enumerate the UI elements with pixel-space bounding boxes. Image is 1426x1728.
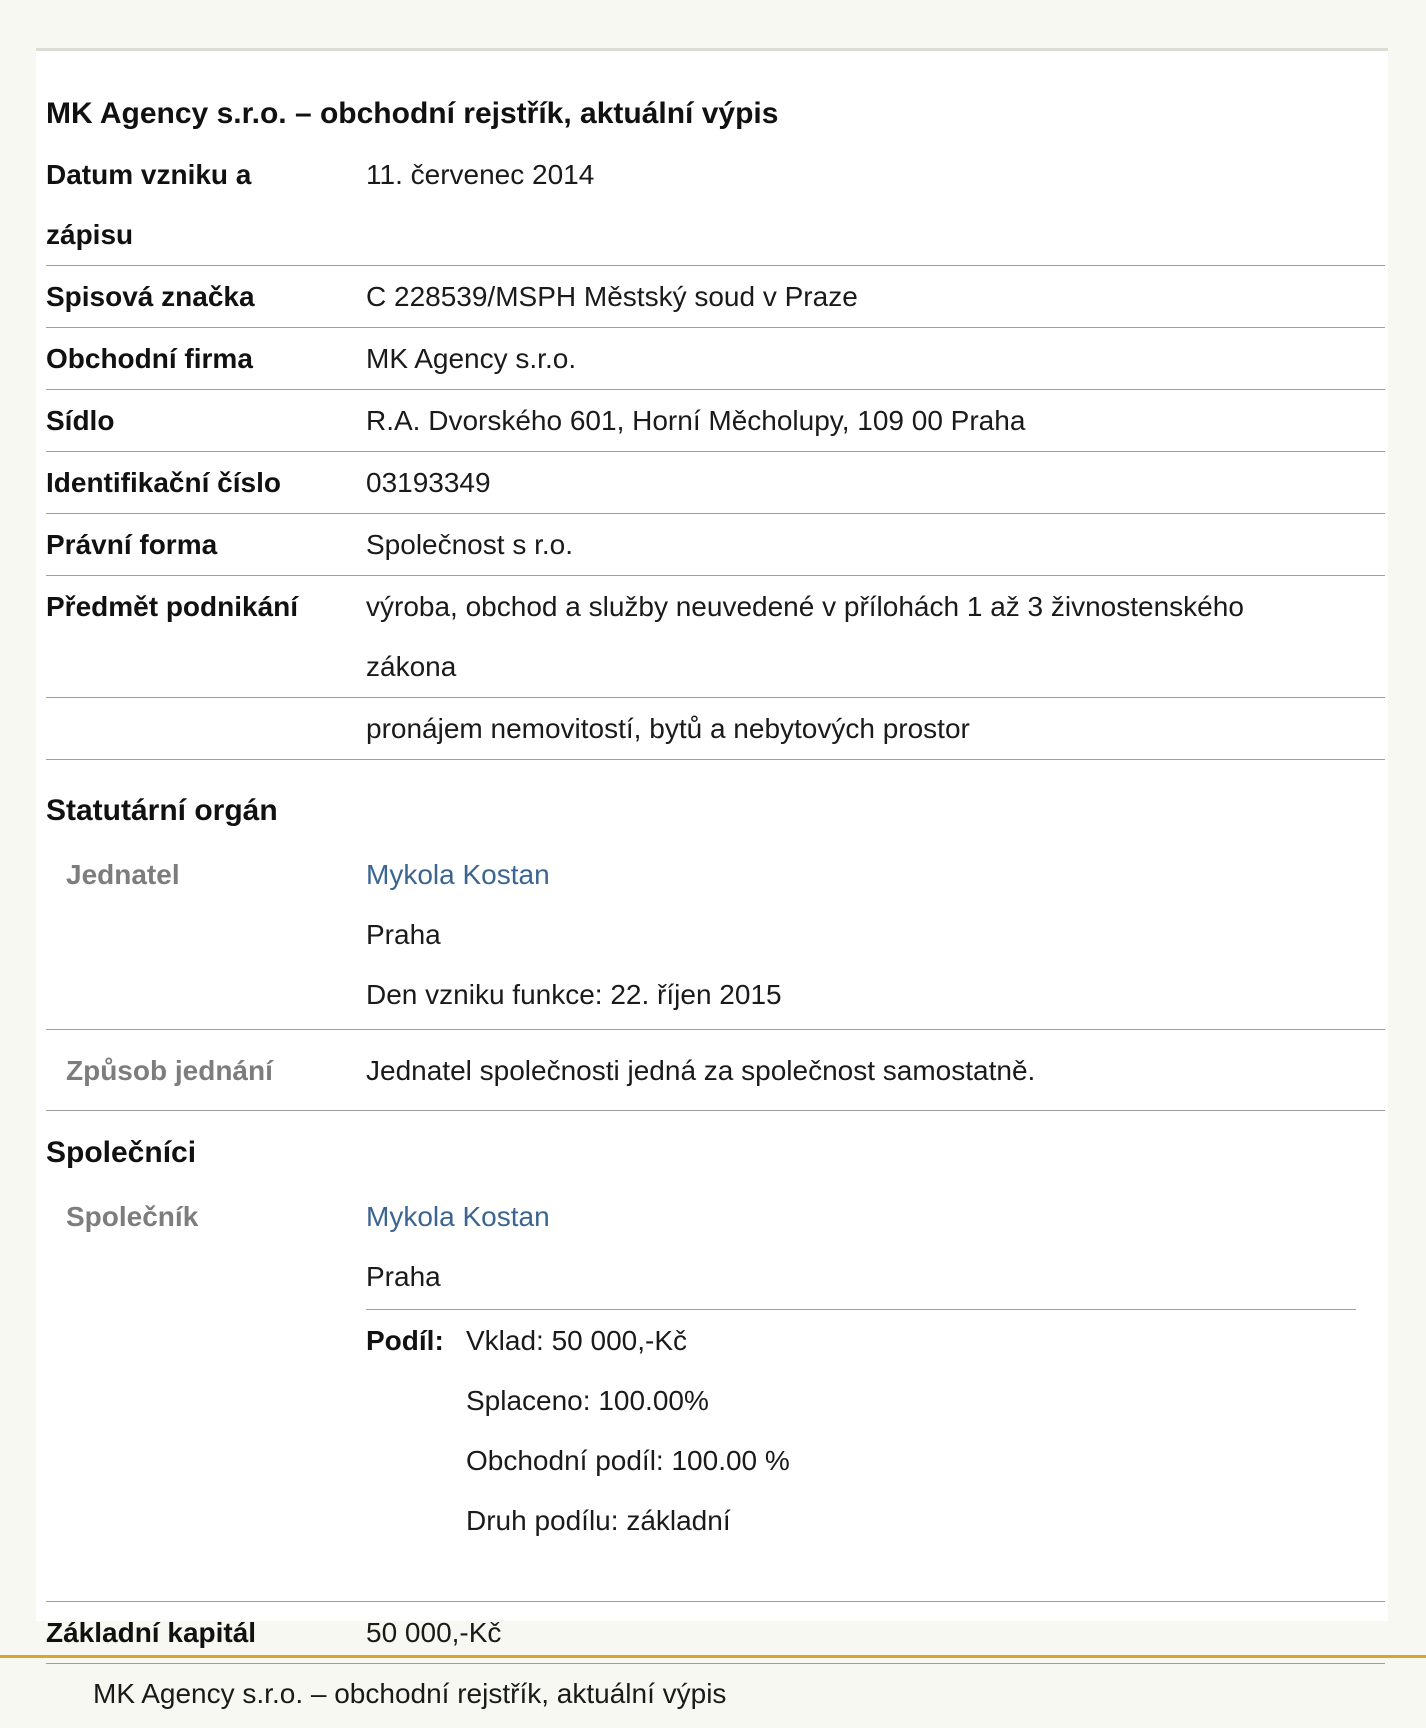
business-name-value: MK Agency s.r.o. (366, 343, 577, 374)
legal-form-label: Právní forma (46, 529, 218, 560)
seat-label: Sídlo (46, 405, 115, 436)
business-name-label: Obchodní firma (46, 343, 253, 374)
row-ico (46, 453, 1385, 514)
share-block (366, 1311, 1356, 1551)
executive-label: Jednatel (66, 859, 180, 890)
founding-date-label: Datum vzniku a zápisu (46, 159, 252, 250)
ico-label: Identifikační číslo (46, 467, 281, 498)
footer-divider (0, 1655, 1426, 1658)
manner-label: Způsob jednání (66, 1055, 273, 1086)
share-business-share: Obchodní podíl: 100.00 % (466, 1445, 790, 1476)
page-title: MK Agency s.r.o. – obchodní rejstřík, aktuální výpis (46, 97, 779, 130)
row-manner (46, 1031, 1385, 1111)
ico-value: 03193349 (366, 467, 491, 498)
business-subject-value: výroba, obchod a služby neuvedené v přílohách 1 až 3 živnostenského zákona (366, 591, 1244, 682)
seat-value: R.A. Dvorského 601, Horní Měcholupy, 109 00 Praha (366, 405, 1026, 436)
partner-city: Praha (366, 1261, 441, 1292)
executive-name-link[interactable]: Mykola Kostan (366, 859, 550, 890)
row-business-name (46, 329, 1385, 390)
share-label: Podíl: (366, 1325, 444, 1356)
row-legal-form (46, 515, 1385, 576)
row-executive (46, 845, 1385, 1030)
legal-form-value: Společnost s r.o. (366, 529, 574, 560)
manner-value: Jednatel společnosti jedná za společnost samostatně. (366, 1055, 1036, 1086)
business-subject-label: Předmět podnikání (46, 591, 299, 622)
business-subject-2-value: pronájem nemovitostí, bytů a nebytových prostor (366, 713, 970, 744)
file-number-label: Spisová značka (46, 281, 255, 312)
file-number-value: C 228539/MSPH Městský soud v Praze (366, 281, 858, 312)
footer-text: MK Agency s.r.o. – obchodní rejstřík, aktuální výpis (93, 1678, 727, 1709)
executive-city: Praha (366, 919, 441, 950)
registry-card (36, 51, 1388, 1648)
partners-heading: Společníci (46, 1136, 197, 1169)
row-seat (46, 391, 1385, 452)
partner-label: Společník (66, 1201, 199, 1232)
share-deposit: Vklad: 50 000,-Kč (466, 1325, 688, 1356)
partner-value (366, 1187, 1366, 1307)
share-type: Druh podílu: základní (466, 1505, 731, 1536)
executive-value (366, 845, 1366, 1025)
founding-date-value: 11. červenec 2014 (366, 159, 595, 190)
row-file-number (46, 267, 1385, 328)
share-items (466, 1311, 1346, 1551)
capital-label: Základní kapitál (46, 1617, 257, 1648)
row-business-subject-2 (46, 699, 1385, 760)
executive-function-start: Den vzniku funkce: 22. říjen 2015 (366, 979, 782, 1010)
row-business-subject (46, 577, 1385, 698)
capital-value: 50 000,-Kč (366, 1617, 502, 1648)
row-partner (46, 1187, 1385, 1602)
statutory-heading: Statutární orgán (46, 794, 278, 827)
partner-name-link[interactable]: Mykola Kostan (366, 1201, 550, 1232)
share-divider (366, 1309, 1356, 1310)
row-founding-date (46, 145, 1385, 266)
share-paid: Splaceno: 100.00% (466, 1385, 709, 1416)
